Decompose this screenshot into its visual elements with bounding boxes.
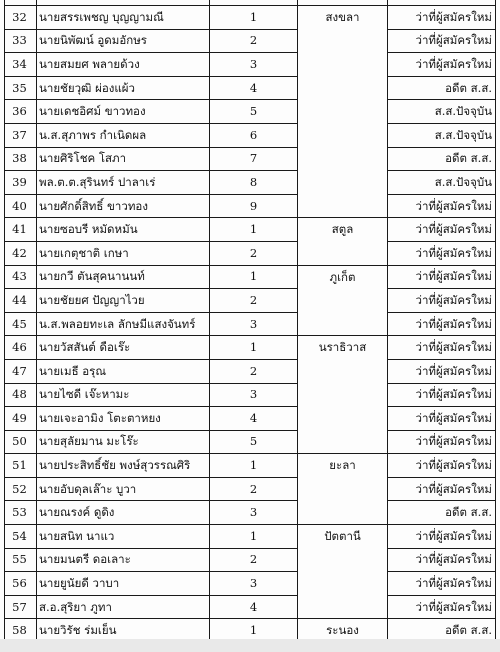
row-number: 55 bbox=[5, 548, 37, 572]
candidate-status: ว่าที่ผู้สมัครใหม่ bbox=[388, 407, 496, 431]
candidate-status: อดีต ส.ส. bbox=[388, 76, 496, 100]
candidate-status: ว่าที่ผู้สมัครใหม่ bbox=[388, 194, 496, 218]
candidate-order: 1 bbox=[210, 336, 298, 360]
candidate-order: 4 bbox=[210, 595, 298, 619]
row-number: 56 bbox=[5, 572, 37, 596]
row-number: 36 bbox=[5, 100, 37, 124]
province-name bbox=[298, 53, 388, 77]
province-name bbox=[298, 147, 388, 171]
row-number: 49 bbox=[5, 407, 37, 431]
province-name bbox=[298, 241, 388, 265]
candidate-status: ว่าที่ผู้สมัครใหม่ bbox=[388, 383, 496, 407]
candidate-order: 5 bbox=[210, 430, 298, 454]
candidate-order: 2 bbox=[210, 548, 298, 572]
candidate-order: 3 bbox=[210, 383, 298, 407]
province-name bbox=[298, 501, 388, 525]
candidate-order: 7 bbox=[210, 147, 298, 171]
candidate-status: ว่าที่ผู้สมัครใหม่ bbox=[388, 572, 496, 596]
candidate-name: นายศักดิ์สิทธิ์ ขาวทอง bbox=[37, 194, 210, 218]
candidate-status: ว่าที่ผู้สมัครใหม่ bbox=[388, 595, 496, 619]
candidate-name: นายศิริโชค โสภา bbox=[37, 147, 210, 171]
province-name bbox=[298, 477, 388, 501]
province-name: สตูล bbox=[298, 218, 388, 242]
candidate-name: นายณรงค์ ดูดิง bbox=[37, 501, 210, 525]
candidate-table bbox=[4, 0, 496, 643]
candidate-status: อดีต ส.ส. bbox=[388, 501, 496, 525]
candidate-name: นายยูนัยดี วาบา bbox=[37, 572, 210, 596]
table-row bbox=[5, 265, 496, 289]
candidate-name: น.ส.พลอยทะเล ลักษมีแสงจันทร์ bbox=[37, 312, 210, 336]
province-name: ปัตตานี bbox=[298, 525, 388, 549]
candidate-order: 3 bbox=[210, 312, 298, 336]
table-row bbox=[5, 123, 496, 147]
candidate-name: นายอับดุลเล๊าะ บูวา bbox=[37, 477, 210, 501]
row-number: 54 bbox=[5, 525, 37, 549]
candidate-status: ว่าที่ผู้สมัครใหม่ bbox=[388, 218, 496, 242]
candidate-status: ว่าที่ผู้สมัครใหม่ bbox=[388, 265, 496, 289]
candidate-status: ว่าที่ผู้สมัครใหม่ bbox=[388, 336, 496, 360]
candidate-status: ส.ส.ปัจจุบัน bbox=[388, 123, 496, 147]
table-row bbox=[5, 312, 496, 336]
row-number: 47 bbox=[5, 359, 37, 383]
row-number: 46 bbox=[5, 336, 37, 360]
table-row bbox=[5, 477, 496, 501]
province-name bbox=[298, 312, 388, 336]
table-row bbox=[5, 336, 496, 360]
candidate-status: ว่าที่ผู้สมัครใหม่ bbox=[388, 289, 496, 313]
table-row bbox=[5, 29, 496, 53]
row-number: 35 bbox=[5, 76, 37, 100]
candidate-order: 2 bbox=[210, 241, 298, 265]
candidate-status: ว่าที่ผู้สมัครใหม่ bbox=[388, 477, 496, 501]
table-row bbox=[5, 194, 496, 218]
row-number: 51 bbox=[5, 454, 37, 478]
table-row bbox=[5, 359, 496, 383]
row-number: 52 bbox=[5, 477, 37, 501]
candidate-name: นายไซดี เจ๊ะหามะ bbox=[37, 383, 210, 407]
candidate-status: ว่าที่ผู้สมัครใหม่ bbox=[388, 53, 496, 77]
candidate-order: 1 bbox=[210, 619, 298, 643]
candidate-name: นายวัสสันต์ ดือเร๊ะ bbox=[37, 336, 210, 360]
row-number: 53 bbox=[5, 501, 37, 525]
candidate-order: 5 bbox=[210, 100, 298, 124]
table-row bbox=[5, 76, 496, 100]
candidate-name: นายมนตรี ดอเลาะ bbox=[37, 548, 210, 572]
candidate-table-body bbox=[5, 0, 496, 643]
candidate-name: นายชัยวุฒิ ผ่องแผ้ว bbox=[37, 76, 210, 100]
candidate-order: 2 bbox=[210, 289, 298, 313]
candidate-order: 3 bbox=[210, 53, 298, 77]
province-name bbox=[298, 572, 388, 596]
table-row bbox=[5, 383, 496, 407]
row-number: 32 bbox=[5, 6, 37, 30]
province-name: นราธิวาส bbox=[298, 336, 388, 360]
candidate-name: นายกวี ตันสุคนานนท์ bbox=[37, 265, 210, 289]
candidate-name: นายสมยศ พลายด้วง bbox=[37, 53, 210, 77]
province-name bbox=[298, 171, 388, 195]
row-number: 40 bbox=[5, 194, 37, 218]
province-name bbox=[298, 76, 388, 100]
candidate-name: นายเจะอามิง โตะตาหยง bbox=[37, 407, 210, 431]
candidate-name: นายซอบรี หมัดหมัน bbox=[37, 218, 210, 242]
candidate-order: 9 bbox=[210, 194, 298, 218]
candidate-status: อดีต ส.ส. bbox=[388, 147, 496, 171]
table-row bbox=[5, 289, 496, 313]
candidate-order: 1 bbox=[210, 454, 298, 478]
candidate-name: นายสรรเพชญ บุญญามณี bbox=[37, 6, 210, 30]
row-number: 37 bbox=[5, 123, 37, 147]
candidate-status: อดีต ส.ส. bbox=[388, 619, 496, 643]
row-number: 34 bbox=[5, 53, 37, 77]
candidate-order: 1 bbox=[210, 525, 298, 549]
row-number: 38 bbox=[5, 147, 37, 171]
candidate-name: นายเมธี อรุณ bbox=[37, 359, 210, 383]
row-number: 44 bbox=[5, 289, 37, 313]
table-row bbox=[5, 6, 496, 30]
province-name bbox=[298, 595, 388, 619]
candidate-status: ส.ส.ปัจจุบัน bbox=[388, 171, 496, 195]
row-number: 57 bbox=[5, 595, 37, 619]
candidate-status: ว่าที่ผู้สมัครใหม่ bbox=[388, 430, 496, 454]
candidate-status: ว่าที่ผู้สมัครใหม่ bbox=[388, 241, 496, 265]
candidate-order: 4 bbox=[210, 76, 298, 100]
province-name bbox=[298, 359, 388, 383]
row-number: 33 bbox=[5, 29, 37, 53]
candidate-status: ว่าที่ผู้สมัครใหม่ bbox=[388, 312, 496, 336]
row-number: 41 bbox=[5, 218, 37, 242]
candidate-order: 3 bbox=[210, 501, 298, 525]
province-name: ระนอง bbox=[298, 619, 388, 643]
row-number: 42 bbox=[5, 241, 37, 265]
table-row bbox=[5, 53, 496, 77]
candidate-order: 4 bbox=[210, 407, 298, 431]
candidate-status: ว่าที่ผู้สมัครใหม่ bbox=[388, 525, 496, 549]
province-name bbox=[298, 123, 388, 147]
province-name bbox=[298, 29, 388, 53]
table-row bbox=[5, 241, 496, 265]
page-bottom-edge bbox=[0, 639, 500, 652]
candidate-status: ว่าที่ผู้สมัครใหม่ bbox=[388, 359, 496, 383]
candidate-name: นายชัยยศ ปัญญาไวย bbox=[37, 289, 210, 313]
row-number: 39 bbox=[5, 171, 37, 195]
candidate-name: นายประสิทธิ์ชัย พงษ์สุวรรณศิริ bbox=[37, 454, 210, 478]
province-name bbox=[298, 100, 388, 124]
row-number: 43 bbox=[5, 265, 37, 289]
province-name bbox=[298, 407, 388, 431]
province-name bbox=[298, 289, 388, 313]
candidate-name: นายสนิท นาแว bbox=[37, 525, 210, 549]
table-row bbox=[5, 572, 496, 596]
candidate-order: 1 bbox=[210, 218, 298, 242]
table-row bbox=[5, 501, 496, 525]
candidate-name: พล.ต.ต.สุรินทร์ ปาลาเร่ bbox=[37, 171, 210, 195]
row-number: 45 bbox=[5, 312, 37, 336]
candidate-status: ส.ส.ปัจจุบัน bbox=[388, 100, 496, 124]
row-number: 48 bbox=[5, 383, 37, 407]
table-row bbox=[5, 100, 496, 124]
table-row bbox=[5, 595, 496, 619]
candidate-status: ว่าที่ผู้สมัครใหม่ bbox=[388, 6, 496, 30]
province-name: ยะลา bbox=[298, 454, 388, 478]
table-row bbox=[5, 454, 496, 478]
table-row bbox=[5, 407, 496, 431]
candidate-order: 6 bbox=[210, 123, 298, 147]
table-row bbox=[5, 548, 496, 572]
candidate-order: 2 bbox=[210, 29, 298, 53]
candidate-name: นายเกตุชาติ เกษา bbox=[37, 241, 210, 265]
table-row bbox=[5, 218, 496, 242]
province-name bbox=[298, 194, 388, 218]
province-name bbox=[298, 430, 388, 454]
candidate-name: นายเดชอิศม์ ขาวทอง bbox=[37, 100, 210, 124]
candidate-order: 2 bbox=[210, 359, 298, 383]
candidate-name: นายนิพัฒน์ อูดมอักษร bbox=[37, 29, 210, 53]
candidate-status: ว่าที่ผู้สมัครใหม่ bbox=[388, 29, 496, 53]
province-name: สงขลา bbox=[298, 6, 388, 30]
table-row bbox=[5, 525, 496, 549]
candidate-name: นายวิรัช ร่มเย็น bbox=[37, 619, 210, 643]
candidate-status: ว่าที่ผู้สมัครใหม่ bbox=[388, 548, 496, 572]
row-number: 50 bbox=[5, 430, 37, 454]
table-row bbox=[5, 147, 496, 171]
candidate-name: นายสุลัยมาน มะโร๊ะ bbox=[37, 430, 210, 454]
candidate-order: 8 bbox=[210, 171, 298, 195]
candidate-order: 2 bbox=[210, 477, 298, 501]
candidate-name: น.ส.สุภาพร กำเนิดผล bbox=[37, 123, 210, 147]
candidate-status: ว่าที่ผู้สมัครใหม่ bbox=[388, 454, 496, 478]
table-row bbox=[5, 430, 496, 454]
candidate-order: 1 bbox=[210, 6, 298, 30]
province-name: ภูเก็ต bbox=[298, 265, 388, 289]
province-name bbox=[298, 548, 388, 572]
candidate-order: 1 bbox=[210, 265, 298, 289]
candidate-order: 3 bbox=[210, 572, 298, 596]
province-name bbox=[298, 383, 388, 407]
candidate-name: ส.อ.สุริยา ภูทา bbox=[37, 595, 210, 619]
row-number: 58 bbox=[5, 619, 37, 643]
table-row bbox=[5, 171, 496, 195]
